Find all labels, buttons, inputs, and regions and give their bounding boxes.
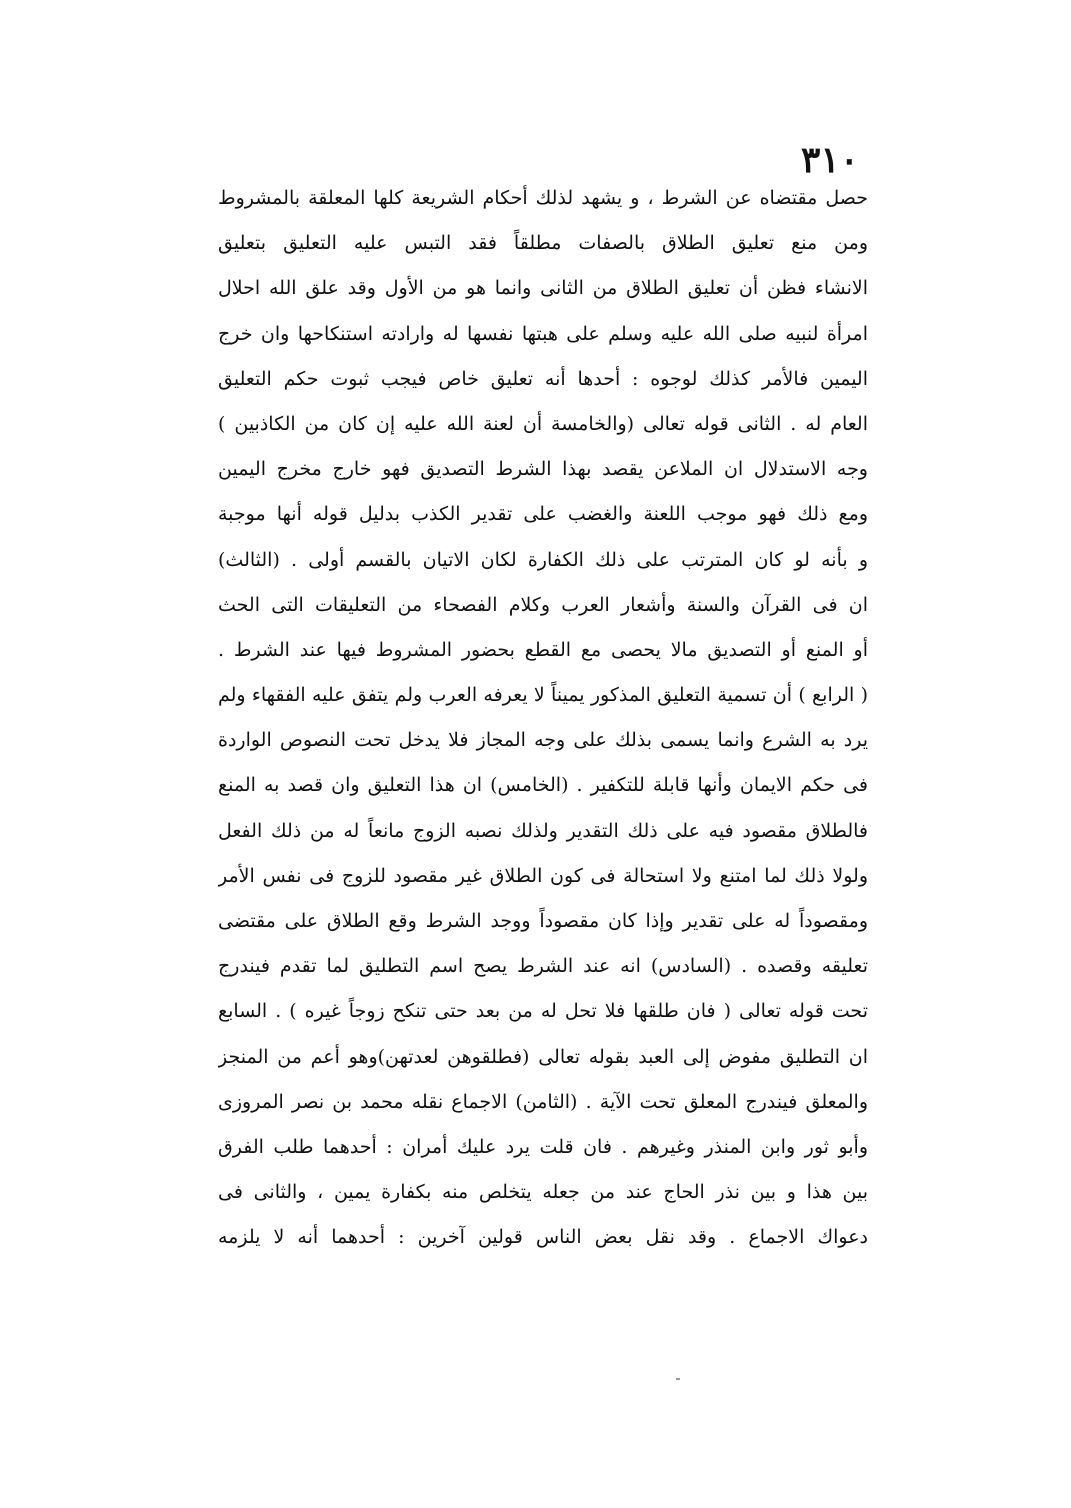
- body-text: [218, 176, 868, 1261]
- text-line: اليمين فالأمر كذلك لوجوه : أحدها أنه تعليق خاص فيجب ثبوت حكم التعليق: [218, 367, 868, 390]
- text-line: يرد به الشرع وانما يسمى بذلك على وجه المجاز فلا يدخل تحت النصوص الواردة: [218, 729, 868, 752]
- text-line: ومن منع تعليق الطلاق بالصفات مطلقاً فقد التبس عليه التعليق بتعليق: [218, 232, 868, 255]
- text-line: حصل مقتضاه عن الشرط ، و يشهد لذلك أحكام الشريعة كلها المعلقة بالمشروط: [218, 187, 868, 209]
- text-line: والمعلق فيندرج المعلق تحت الآية . (الثامن) الاجماع نقله محمد بن نصر المروزى: [218, 1090, 868, 1113]
- text-line: امرأة لنبيه صلى الله عليه وسلم على هبتها نفسها له وارادته استنكاحها وان خرج: [218, 322, 868, 345]
- text-line: ومقصوداً له على تقدير وإذا كان مقصوداً ووجد الشرط وقع الطلاق على مقتضى: [218, 910, 868, 932]
- text-line: العام له . الثانى قوله تعالى (والخامسة أن لعنة الله عليه إن كان من الكاذبين ): [218, 412, 868, 435]
- text-line: دعواك الاجماع . وقد نقل بعض الناس قولين آخرين : أحدهما أنه لا يلزمه: [218, 1226, 868, 1249]
- text-line: ( الرابع ) أن تسمية التعليق المذكور يميناً لا يعرفه العرب ولم يتفق عليه الفقهاء ولم: [218, 684, 868, 707]
- text-line: أو المنع أو التصديق مالا يحصى مع القطع بحضور المشروط فيها عند الشرط .: [218, 638, 868, 661]
- text-line: ان فى القرآن والسنة وأشعار العرب وكلام الفصحاء من التعليقات التى الحث: [218, 593, 868, 616]
- page-number: ٣١٠: [800, 139, 859, 181]
- text-line: الانشاء فظن أن تعليق الطلاق من الثانى وانما هو من الأول وقد علق الله احلال: [218, 277, 868, 300]
- text-line: تعليقه وقصده . (السادس) انه عند الشرط يصح اسم التطليق لما تقدم فيندرج: [218, 955, 868, 978]
- text-line: وجه الاستدلال ان الملاعن يقصد بهذا الشرط التصديق فهو خارج مخرج اليمين: [218, 458, 868, 481]
- text-line: بين هذا و بين نذر الحاج عند من جعله يتخلص منه بكفارة يمين ، والثانى فى: [218, 1181, 868, 1204]
- text-line: ولولا ذلك لما امتنع ولا استحالة فى كون الطلاق غير مقصود للزوج فى نفس الأمر: [218, 864, 868, 887]
- text-line: تحت قوله تعالى ( فان طلقها فلا تحل له من بعد حتى تنكح زوجاً غيره ) . السابع: [218, 1000, 868, 1023]
- scan-speck: [676, 1378, 680, 1380]
- text-line: فالطلاق مقصود فيه على ذلك التقدير ولذلك نصبه الزوج مانعاً له من ذلك الفعل: [218, 819, 868, 842]
- text-line: ان التطليق مفوض إلى العبد بقوله تعالى (فطلقوهن لعدتهن)وهو أعم من المنجز: [218, 1045, 868, 1068]
- text-line: ومع ذلك فهو موجب اللعنة والغضب على تقدير الكذب بدليل قوله أنها موجبة: [218, 503, 868, 526]
- text-line: وأبو ثور وابن المنذر وغيرهم . فان قلت يرد عليك أمران : أحدهما طلب الفرق: [218, 1135, 868, 1158]
- text-line: و بأنه لو كان المترتب على ذلك الكفارة لكان الاتيان بالقسم أولى . (الثالث): [218, 548, 868, 571]
- text-line: فى حكم الايمان وأنها قابلة للتكفير . (الخامس) ان هذا التعليق وان قصد به المنع: [218, 774, 868, 797]
